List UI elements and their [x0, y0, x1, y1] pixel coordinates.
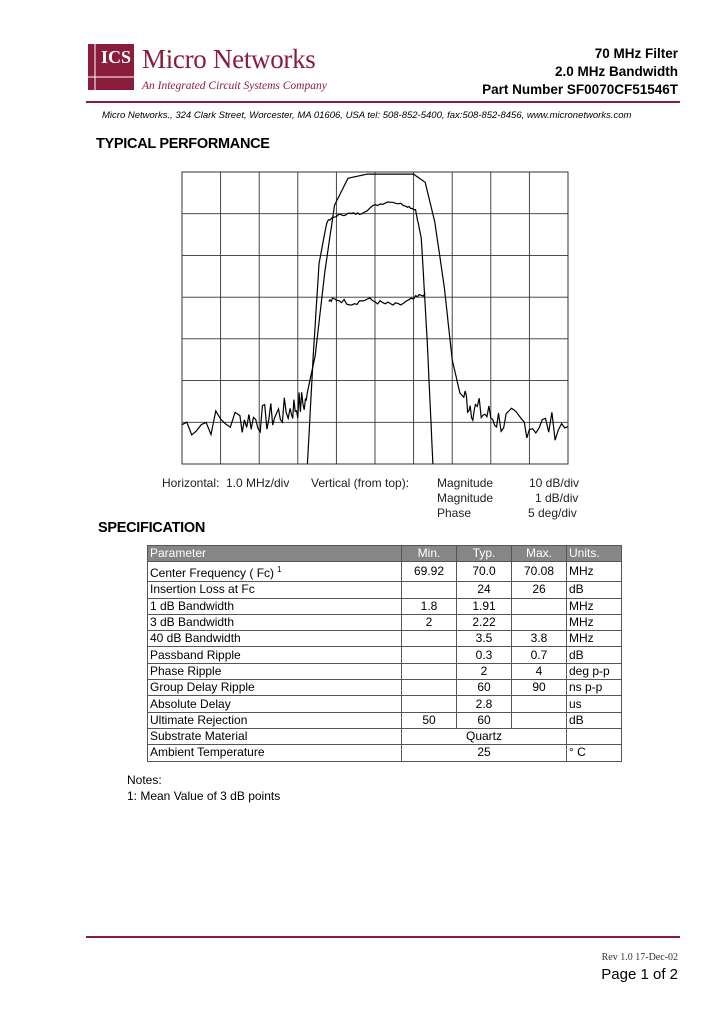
- cell-typ: 0.3: [457, 647, 512, 663]
- cell-max: 3.8: [512, 631, 567, 647]
- cell-min: [402, 680, 457, 696]
- company-tagline: An Integrated Circuit Systems Company: [142, 80, 327, 92]
- title-line-1: 70 MHz Filter: [594, 46, 678, 61]
- cell-units: MHz: [567, 598, 622, 614]
- table-body: [148, 562, 622, 761]
- parameter-text: 1 dB Bandwidth: [150, 598, 235, 613]
- cell-units: deg p-p: [567, 663, 622, 679]
- header-rule: [86, 101, 680, 103]
- parameter-text: Center Frequency ( Fc): [150, 566, 275, 581]
- parameter-text: Passband Ripple: [150, 647, 241, 662]
- table-row: [148, 680, 622, 696]
- cell-min: [402, 696, 457, 712]
- note-item: 1: Mean Value of 3 dB points: [127, 789, 281, 803]
- table-row: [148, 712, 622, 728]
- cell-merged-value: Quartz: [402, 728, 567, 744]
- typical-performance-heading: TYPICAL PERFORMANCE: [96, 136, 270, 152]
- footnote-marker: 1: [277, 565, 282, 575]
- cell-typ: 60: [457, 712, 512, 728]
- parameter-text: 3 dB Bandwidth: [150, 615, 235, 630]
- cell-max: [512, 696, 567, 712]
- cell-parameter: [148, 680, 402, 696]
- cell-units: [567, 728, 622, 744]
- cell-min: 2: [402, 614, 457, 630]
- cell-min: [402, 582, 457, 598]
- cell-parameter: [148, 728, 402, 744]
- cell-units: dB: [567, 582, 622, 598]
- specification-heading: SPECIFICATION: [98, 520, 206, 536]
- cell-units: MHz: [567, 614, 622, 630]
- cell-max: [512, 712, 567, 728]
- performance-chart: [176, 166, 576, 468]
- parameter-text: Insertion Loss at Fc: [150, 582, 255, 597]
- horizontal-label: Horizontal:: [162, 476, 220, 490]
- cell-max: [512, 598, 567, 614]
- ics-logo: [88, 44, 134, 90]
- cell-parameter: [148, 745, 402, 761]
- cell-parameter: [148, 582, 402, 598]
- cell-parameter: [148, 663, 402, 679]
- table-row: [148, 728, 622, 744]
- notes: [127, 772, 280, 804]
- cell-max: 4: [512, 663, 567, 679]
- title-line-2: 2.0 MHz Bandwidth: [554, 64, 678, 79]
- vertical-label: Vertical (from top):: [311, 476, 410, 490]
- cell-typ: 60: [457, 680, 512, 696]
- cell-min: 69.92: [402, 562, 457, 582]
- cell-parameter: [148, 598, 402, 614]
- cell-min: 1.8: [402, 598, 457, 614]
- cell-min: [402, 631, 457, 647]
- series-line-2: [307, 202, 433, 464]
- parameter-text: 40 dB Bandwidth: [150, 631, 241, 646]
- cell-typ: 2.8: [457, 696, 512, 712]
- table-row: [148, 562, 622, 582]
- parameter-text: Absolute Delay: [150, 696, 231, 711]
- table-row: [148, 663, 622, 679]
- company-address: Micro Networks., 324 Clark Street, Worcester, MA 01606, USA tel: 508-852-5400, fax:508-852-8456, www.micronetworks.com: [102, 110, 632, 121]
- header-typ: Typ.: [457, 546, 512, 562]
- table-row: [148, 614, 622, 630]
- cell-units: dB: [567, 712, 622, 728]
- cell-min: [402, 647, 457, 663]
- parameter-text: Phase Ripple: [150, 663, 222, 678]
- cell-max: 90: [512, 680, 567, 696]
- parameter-text: Group Delay Ripple: [150, 680, 255, 695]
- cell-units: MHz: [567, 562, 622, 582]
- cell-units: MHz: [567, 631, 622, 647]
- logo-text: ICS: [100, 47, 132, 67]
- cell-min: [402, 663, 457, 679]
- horizontal-value: 1.0 MHz/div: [226, 476, 290, 490]
- notes-title: Notes:: [127, 773, 162, 787]
- cell-units: ns p-p: [567, 680, 622, 696]
- cell-units: dB: [567, 647, 622, 663]
- chart-grid: [182, 172, 568, 464]
- parameter-text: Ultimate Rejection: [150, 712, 248, 727]
- cell-parameter: [148, 647, 402, 663]
- table-header-row: [148, 546, 622, 562]
- footer-rule: [86, 936, 680, 938]
- table-row: [148, 582, 622, 598]
- cell-parameter: [148, 614, 402, 630]
- cell-merged-value: 25: [402, 745, 567, 761]
- cell-typ: 1.91: [457, 598, 512, 614]
- cell-parameter: [148, 631, 402, 647]
- cell-units: us: [567, 696, 622, 712]
- series-line-3: [329, 293, 426, 305]
- cell-typ: 2.22: [457, 614, 512, 630]
- scale-value-3: 5 deg/div: [528, 506, 577, 520]
- page-number: Page 1 of 2: [601, 966, 678, 983]
- table-row: [148, 647, 622, 663]
- cell-max: 70.08: [512, 562, 567, 582]
- table-row: [148, 696, 622, 712]
- cell-max: 26: [512, 582, 567, 598]
- ics-logo-icon: [88, 44, 134, 90]
- cell-units: ° C: [567, 745, 622, 761]
- scale-name-1: Magnitude: [437, 476, 494, 490]
- specification-table: [147, 545, 622, 762]
- cell-typ: 24: [457, 582, 512, 598]
- scale-name-3: Phase: [437, 506, 472, 520]
- cell-typ: 2: [457, 663, 512, 679]
- parameter-text: Substrate Material: [150, 729, 248, 744]
- cell-parameter: [148, 696, 402, 712]
- header-min: Min.: [402, 546, 457, 562]
- company-name: Micro Networks: [142, 44, 316, 74]
- cell-typ: 3.5: [457, 631, 512, 647]
- cell-parameter: [148, 562, 402, 582]
- table-row: [148, 598, 622, 614]
- title-line-3: Part Number SF0070CF51546T: [482, 82, 678, 97]
- scale-value-1: 10 dB/div: [529, 476, 580, 490]
- header-max: Max.: [512, 546, 567, 562]
- table-row: [148, 631, 622, 647]
- table-row: [148, 745, 622, 761]
- header-units: Units.: [567, 546, 622, 562]
- scale-value-2: 1 dB/div: [535, 491, 579, 505]
- cell-parameter: [148, 712, 402, 728]
- cell-min: 50: [402, 712, 457, 728]
- scale-name-2: Magnitude: [437, 491, 494, 505]
- cell-max: [512, 614, 567, 630]
- cell-max: 0.7: [512, 647, 567, 663]
- parameter-text: Ambient Temperature: [150, 745, 265, 760]
- document-titles: [482, 45, 678, 99]
- revision-date: Rev 1.0 17-Dec-02: [601, 952, 678, 963]
- cell-typ: 70.0: [457, 562, 512, 582]
- header-parameter: Parameter: [148, 546, 402, 562]
